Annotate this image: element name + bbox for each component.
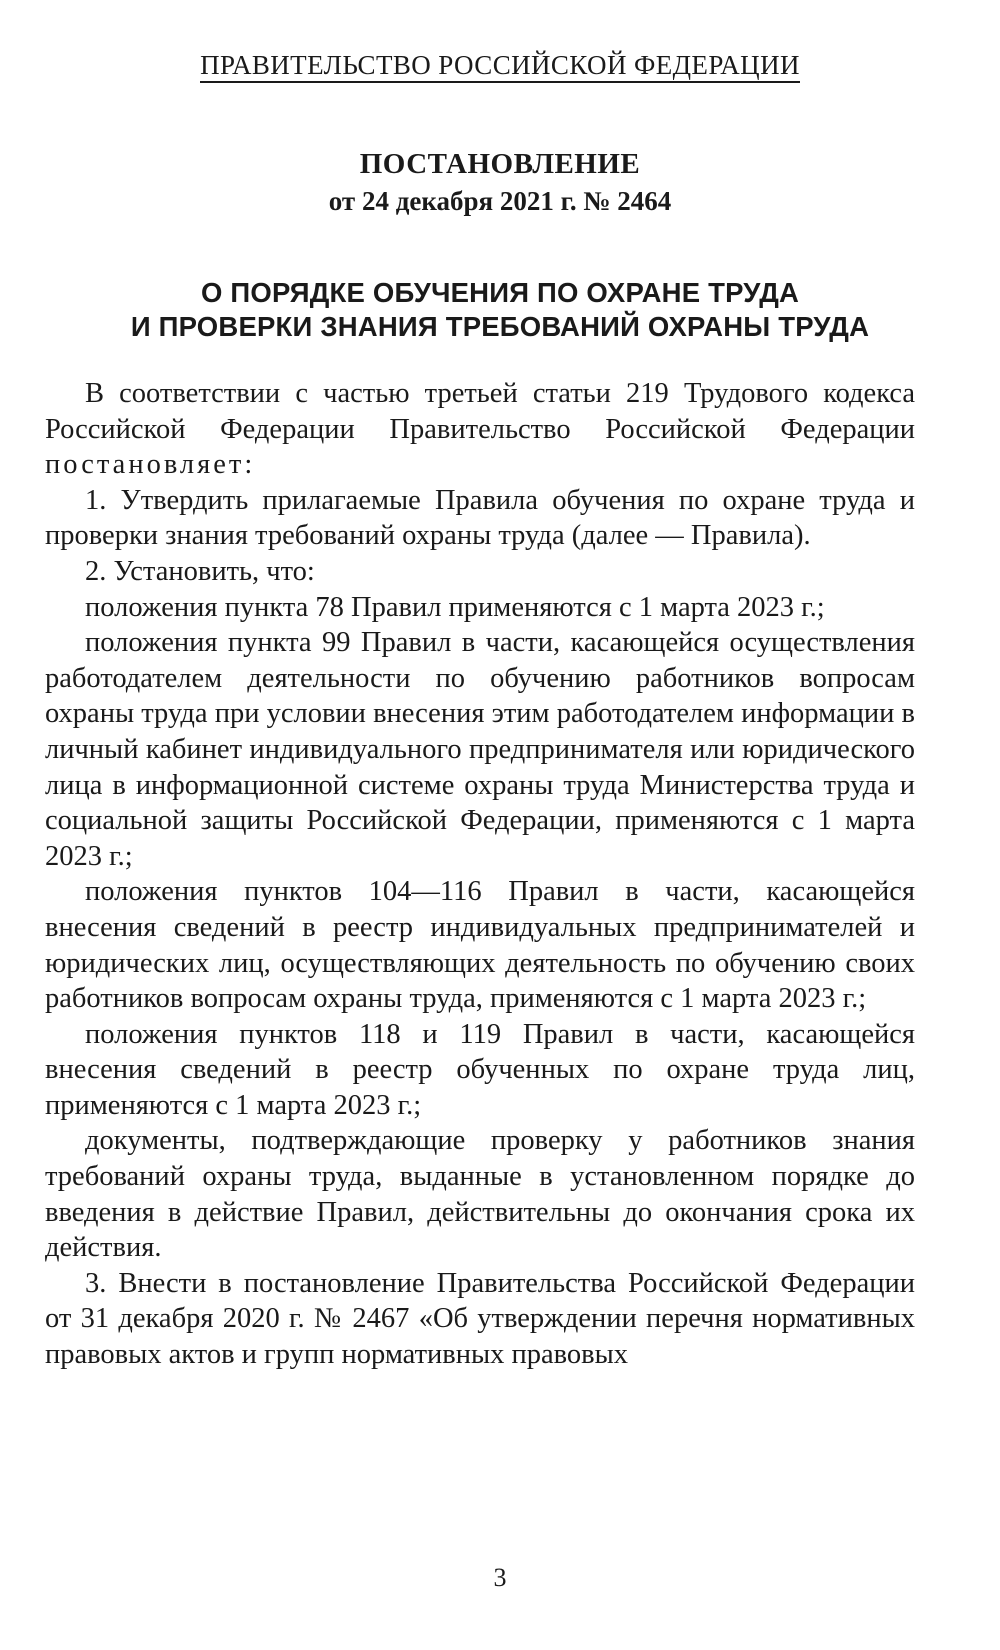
paragraph: положения пунктов 104—116 Правил в части, касающейся внесения сведений в реестр индивидуальных предпринимателей и юридических лиц, осуществляющих деятельность по обучению своих работников вопросам охраны труда, применяются с 1 марта 2023 г.; [45, 876, 915, 1015]
document-type: ПОСТАНОВЛЕНИЕ [359, 148, 641, 180]
intro-text: В соответствии с частью третьей статьи 219 Трудового кодекса Российской Федерации Правительство Российской Федерации [45, 378, 915, 445]
title-line-1: О ПОРЯДКЕ ОБУЧЕНИЯ ПО ОХРАНЕ ТРУДА [200, 277, 800, 308]
paragraph: положения пункта 99 Правил в части, касающейся осуществления работодателем деятельности по обучению работников вопросам охраны труда при условии внесения этим работодателем информации в личный кабинет индивидуального предпринимателя или юридического лица в информационной системе охраны труда Министерства труда и социальной защиты Российской Федерации, применяются с 1 марта 2023 г.; [45, 627, 915, 872]
document-date-number: от 24 декабря 2021 г. № 2464 [328, 186, 672, 216]
issuing-authority [0, 50, 1000, 81]
document-body [45, 376, 915, 1373]
paragraph: 1. Утвердить прилагаемые Правила обучения по охране труда и проверки знания требований охраны труда (далее — Правила). [45, 484, 915, 552]
issuing-authority-text: ПРАВИТЕЛЬСТВО РОССИЙСКОЙ ФЕДЕРАЦИИ [200, 50, 800, 83]
paragraph: документы, подтверждающие проверку у работников знания требований охраны труда, выданные в установленном порядке до введения в действие Правил, действительны до окончания срока их действия. [45, 1125, 915, 1264]
page-number: 3 [493, 1563, 507, 1592]
intro-verb: постановляет: [45, 449, 256, 481]
paragraph-intro [45, 376, 915, 483]
document-title [0, 276, 1000, 344]
paragraph: положения пунктов 118 и 119 Правил в части, касающейся внесения сведений в реестр обученных по охране труда лиц, применяются с 1 марта 2023 г.; [45, 1018, 915, 1121]
paragraph: 3. Внести в постановление Правительства Российской Федерации от 31 декабря 2020 г. № 2467 «Об утверждении перечня нормативных правовых актов и групп нормативных правовых [45, 1267, 915, 1371]
paragraph: 2. Установить, что: [85, 555, 315, 587]
paragraph: положения пункта 78 Правил применяются с 1 марта 2023 г.; [85, 591, 825, 623]
title-line-2: И ПРОВЕРКИ ЗНАНИЯ ТРЕБОВАНИЙ ОХРАНЫ ТРУДА [130, 311, 870, 342]
